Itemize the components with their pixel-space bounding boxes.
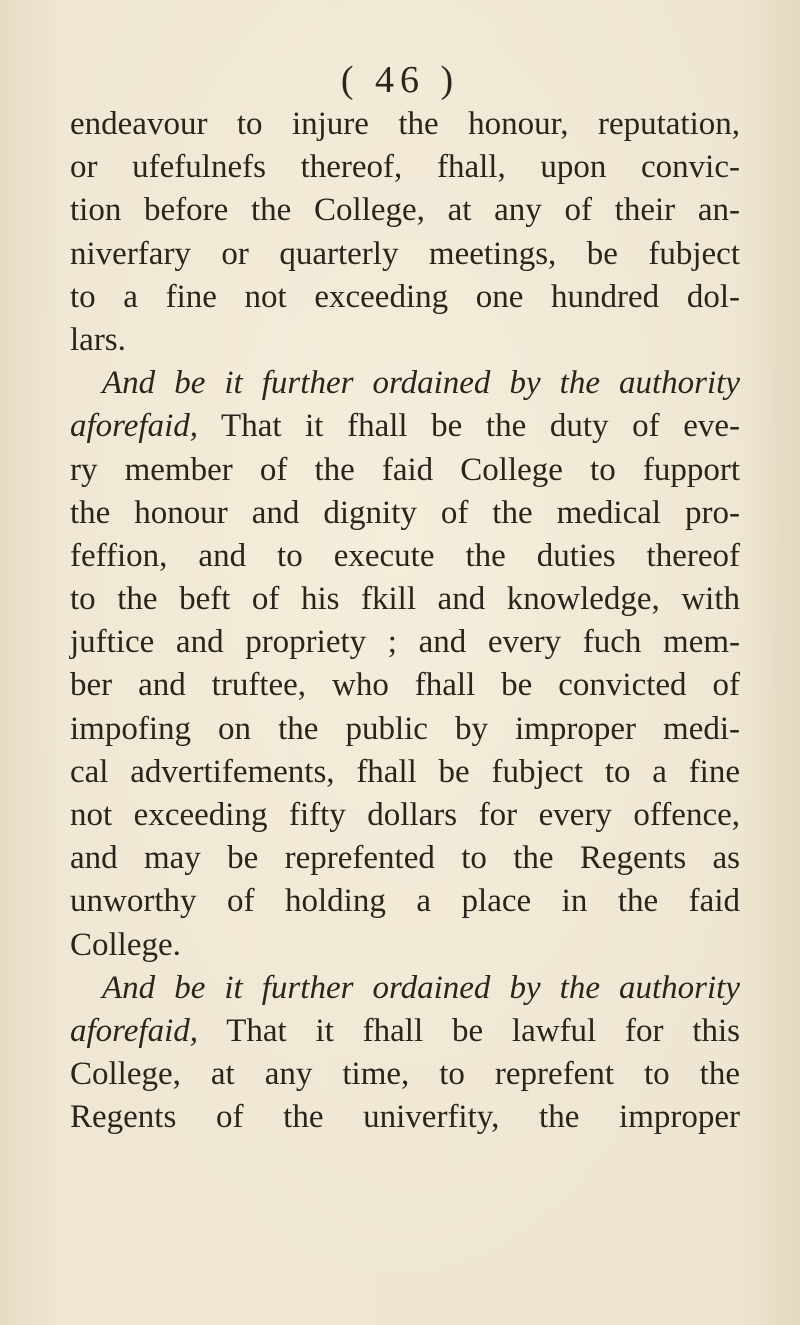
text-line: juftice and propriety ; and every fuch mem-	[70, 624, 740, 661]
text-line: impofing on the public by improper medi-	[70, 710, 740, 747]
text-line: endeavour to injure the honour, reputation,	[70, 106, 740, 142]
text-line: the honour and dignity of the medical pro-	[70, 494, 740, 531]
text-line: aforefaid, That it fhall be the duty of eve-	[70, 408, 740, 445]
text-line: or ufefulnefs thereof, fhall, upon convic-	[70, 149, 740, 186]
page-number-header: ( 46 )	[340, 59, 460, 101]
text-line: And be it further ordained by the authority	[102, 969, 740, 1006]
text-line: niverfary or quarterly meetings, be fubject	[70, 235, 740, 272]
text-line: Regents of the univerfity, the improper	[70, 1099, 740, 1136]
text-line: College, at any time, to reprefent to the	[70, 1056, 740, 1093]
text-line: ry member of the faid College to fupport	[70, 451, 740, 488]
text-line: to a fine not exceeding one hundred dol-	[70, 278, 740, 315]
text-line: unworthy of holding a place in the faid	[70, 883, 740, 920]
text-line: not exceeding fifty dollars for every offence,	[70, 797, 740, 833]
text-line: tion before the College, at any of their an-	[70, 192, 740, 229]
body-text	[70, 103, 740, 1140]
text-line: And be it further ordained by the authority	[102, 365, 740, 402]
text-line: and may be reprefented to the Regents as	[70, 840, 740, 877]
text-line: ber and truftee, who fhall be convicted of	[70, 667, 740, 704]
text-line: cal advertifements, fhall be fubject to a fine	[70, 753, 740, 790]
text-line: to the beft of his fkill and knowledge, with	[70, 581, 740, 618]
text-line: lars.	[70, 321, 126, 358]
text-line: College.	[70, 926, 181, 963]
text-line: aforefaid, That it fhall be lawful for this	[70, 1012, 740, 1049]
text-line: feffion, and to execute the duties thereof	[70, 537, 740, 574]
